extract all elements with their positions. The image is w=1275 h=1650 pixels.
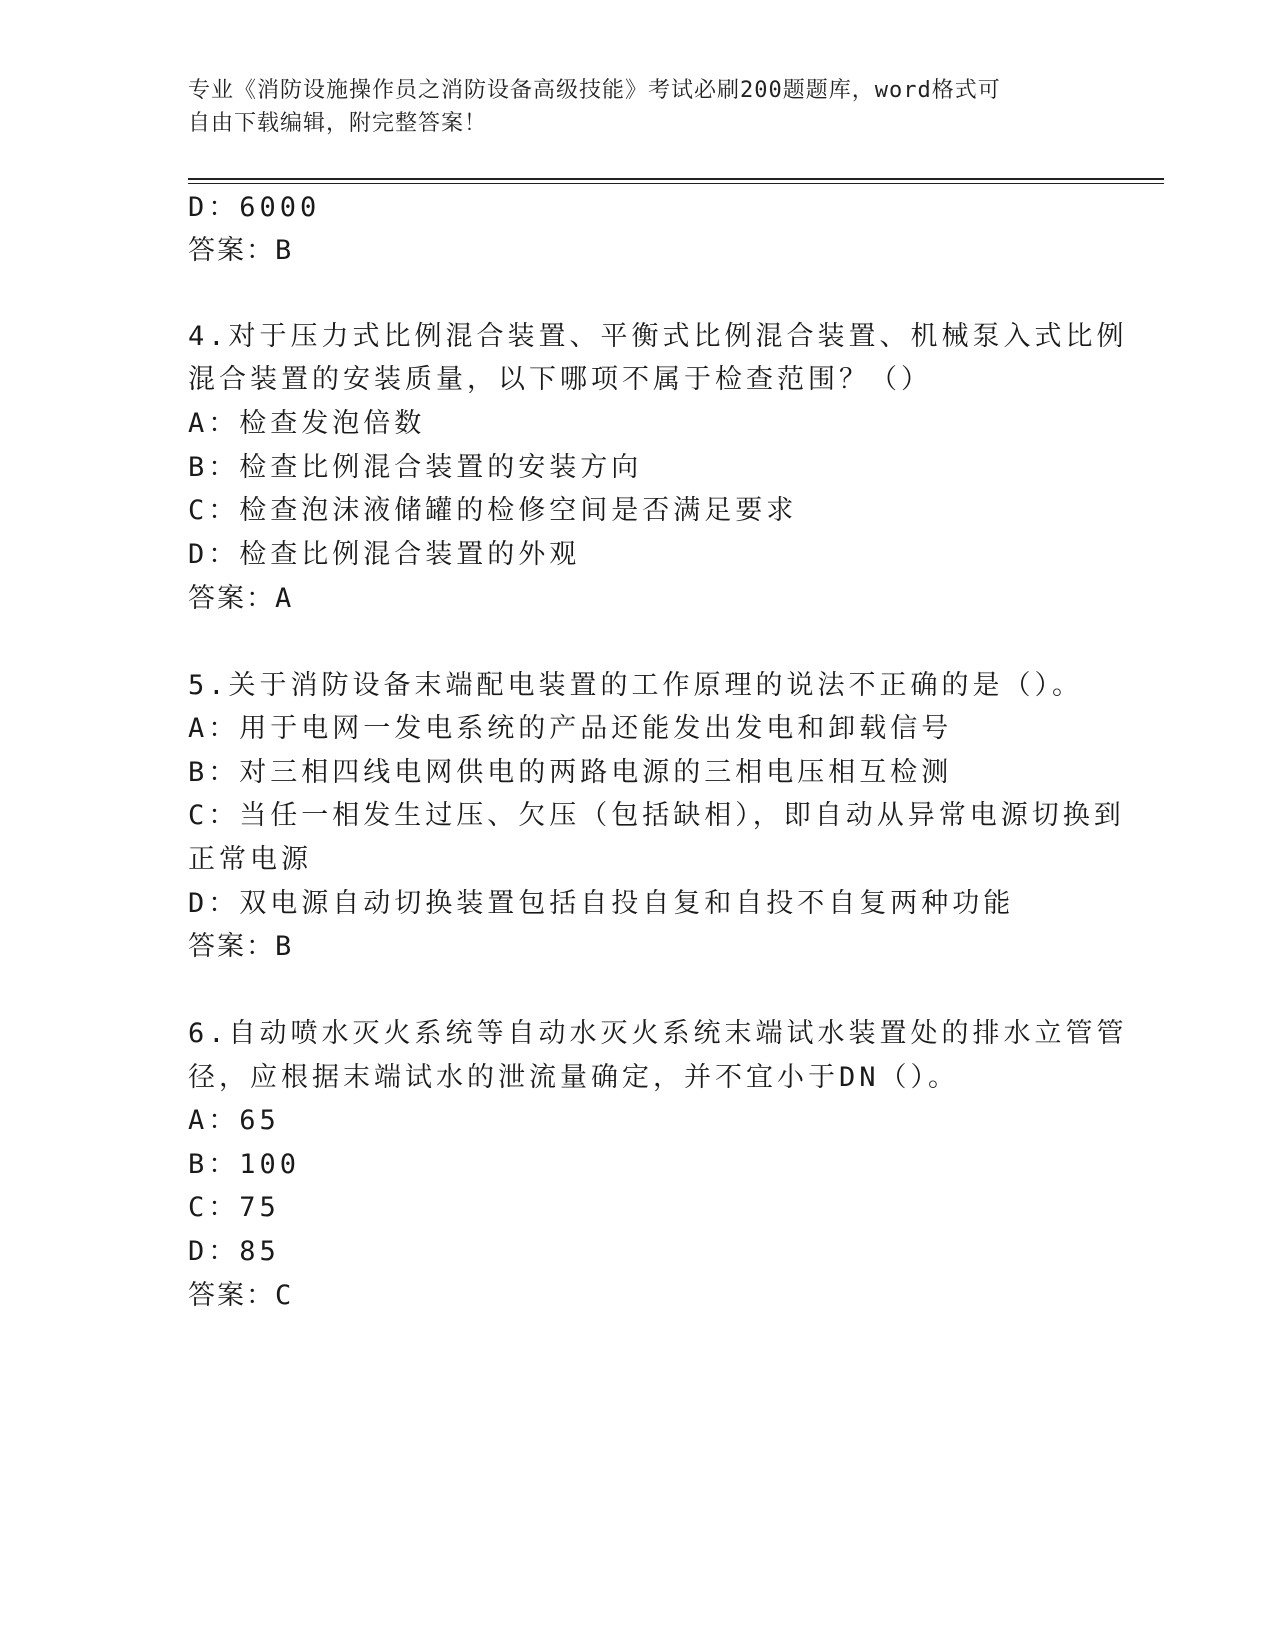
q6-option-c: C：75 [188,1192,280,1223]
q4-stem-line-2: 混合装置的安装质量，以下哪项不属于检查范围？（） [188,364,932,395]
q4-option-c: C：检查泡沫液储罐的检修空间是否满足要求 [188,495,798,526]
q3-answer: 答案：B [188,235,294,266]
document-header [188,74,1088,140]
q5-option-a: A：用于电网一发电系统的产品还能发出发电和卸载信号 [188,713,953,744]
q5-option-c-line-2: 正常电源 [188,844,312,875]
q4-stem-line-1: 4.对于压力式比例混合装置、平衡式比例混合装置、机械泵入式比例 [188,321,1128,352]
q6-option-b: B：100 [188,1149,301,1180]
q5-answer: 答案：B [188,931,294,962]
q4-option-b: B：检查比例混合装置的安装方向 [188,452,643,483]
q4-option-a: A：检查发泡倍数 [188,408,426,439]
q6-option-d: D：85 [188,1236,280,1267]
header-title-line-1: 专业《消防设施操作员之消防设备高级技能》考试必刷200题题库，word格式可 [188,78,1001,103]
q4-answer: 答案：A [188,583,294,614]
q5-option-b: B：对三相四线电网供电的两路电源的三相电压相互检测 [188,757,953,788]
q6-answer: 答案：C [188,1280,294,1311]
q5-option-d: D：双电源自动切换装置包括自投自复和自投不自复两种功能 [188,888,1015,919]
q6-option-a: A：65 [188,1105,280,1136]
q6-stem-line-1: 6.自动喷水灭火系统等自动水灭火系统末端试水装置处的排水立管管 [188,1018,1128,1049]
header-title-line-2: 自由下载编辑，附完整答案！ [188,111,488,136]
q5-stem: 5.关于消防设备末端配电装置的工作原理的说法不正确的是（）。 [188,670,1084,701]
header-divider-thick [188,178,1164,180]
q5-option-c-line-1: C：当任一相发生过压、欠压（包括缺相），即自动从异常电源切换到 [188,800,1125,831]
q6-stem-line-2: 径，应根据末端试水的泄流量确定，并不宜小于DN（）。 [188,1062,960,1093]
header-divider-thin [188,183,1164,184]
q3-option-d: D：6000 [188,192,321,223]
q4-option-d: D：检查比例混合装置的外观 [188,539,581,570]
